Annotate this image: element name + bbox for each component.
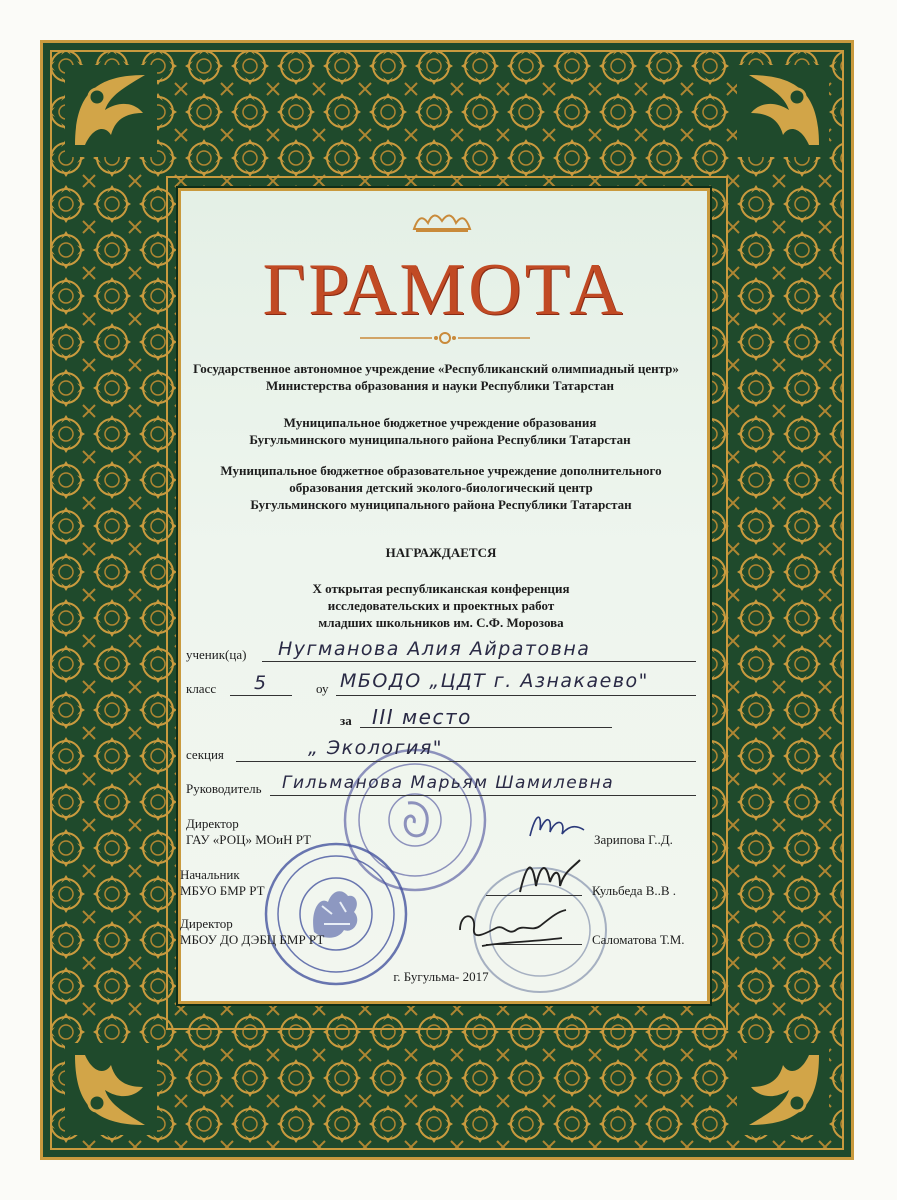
signature-icon — [526, 806, 588, 846]
signatory-role: Директор — [186, 816, 239, 831]
corner-ornament-icon — [737, 1043, 829, 1135]
organization-line: образования детский эколого-биологический центр — [289, 480, 593, 495]
organization-line: Государственное автономное учреждение «Республиканский олимпиадный центр» — [193, 361, 679, 376]
organization-line: Муниципальное бюджетное образовательное учреждение дополнительного — [220, 463, 662, 478]
organization-line: Бугульминского муниципального района Республики Татарстан — [249, 432, 631, 447]
corner-ornament-icon — [65, 65, 157, 157]
supervisor-underline — [270, 795, 696, 796]
signatory-name: Саломатова Т.М. — [592, 932, 685, 947]
organization-line: Муниципальное бюджетное учреждение образования — [283, 415, 597, 430]
awarded-heading: НАГРАЖДАЕТСЯ — [385, 545, 497, 560]
signature-icon — [510, 846, 590, 902]
school-value: МБОДО „ЦДТ г. Азнакаево" — [340, 670, 649, 692]
organization-line: Министерства образования и науки Республики Татарстан — [265, 378, 615, 393]
conference-line: исследовательских и проектных работ — [327, 598, 555, 613]
signatory-org: МБУО БМР РТ — [180, 883, 265, 898]
signatory-name: Кульбеда В..В . — [592, 883, 677, 898]
signatory-org: ГАУ «РОЦ» МОиН РТ — [186, 832, 312, 847]
class-underline — [230, 695, 292, 696]
student-label: ученик(ца) — [186, 647, 247, 662]
school-underline — [336, 695, 696, 696]
footer-city-year: г. Бугульма- 2017 — [393, 969, 489, 984]
school-label: оу — [316, 681, 329, 696]
corner-ornament-icon — [65, 1043, 157, 1135]
certificate-title: ГРАМОТА — [262, 249, 626, 331]
signature-icon — [452, 902, 572, 958]
title-divider-icon — [360, 331, 530, 345]
crown-ornament-icon — [410, 207, 474, 233]
student-name: Нугманова Алия Айратовна — [278, 638, 591, 660]
corner-ornament-icon — [737, 65, 829, 157]
class-value: 5 — [254, 672, 268, 694]
supervisor-name: Гильманова Марьям Шамилевна — [282, 773, 615, 793]
section-value: „ Экология" — [308, 737, 444, 759]
conference-line: X открытая республиканская конференция — [312, 581, 570, 596]
section-label: секция — [186, 747, 224, 762]
section-underline — [236, 761, 696, 762]
organization-line: Бугульминского муниципального района Республики Татарстан — [250, 497, 632, 512]
signatory-name: Зарипова Г..Д. — [594, 832, 673, 847]
signatory-role: Начальник — [180, 867, 240, 882]
class-label: класс — [186, 681, 217, 696]
conference-line: младших школьников им. С.Ф. Морозова — [318, 615, 564, 630]
supervisor-label: Руководитель — [186, 781, 262, 796]
student-underline — [262, 661, 696, 662]
for-label: за — [340, 713, 352, 728]
place-value: III место — [372, 705, 472, 729]
signatory-org: МБОУ ДО ДЭБЦ БМР РТ — [180, 932, 325, 947]
signatory-role: Директор — [180, 916, 233, 931]
